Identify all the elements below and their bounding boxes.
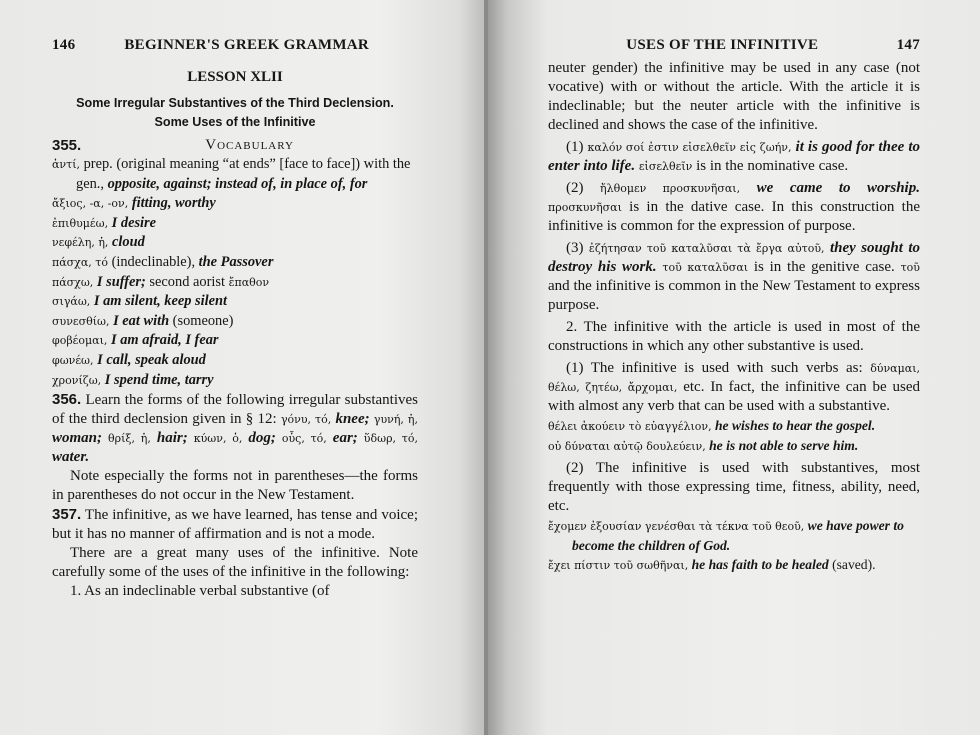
vocab-entry xyxy=(52,312,418,332)
gloss-text: second aorist xyxy=(145,273,229,290)
greek-word: ἐπιθυμέω, xyxy=(52,216,109,230)
greek-word: σιγάω, xyxy=(52,295,91,309)
greek-word: τοῦ καταλῦσαι xyxy=(662,261,749,274)
example-number: (1) xyxy=(566,139,588,155)
greek-word: ἄξιος, -α, -ον, xyxy=(52,197,129,211)
paragraph-2-1 xyxy=(548,359,920,416)
greek-word: χρονίζω, xyxy=(52,373,102,387)
greek-word: κύων, ὁ, xyxy=(193,432,243,446)
paragraph-357-item-1: 1. As an indeclinable verbal substantive (of xyxy=(70,583,330,600)
greek-word: τοῦ xyxy=(900,261,920,274)
gloss-meaning: ear; xyxy=(326,430,364,447)
translation: he is not able to serve him. xyxy=(705,438,859,453)
right-page xyxy=(488,0,980,735)
vocab-entry xyxy=(52,253,418,273)
example-1 xyxy=(548,138,920,176)
page-number: 147 xyxy=(896,37,920,53)
vocab-entry xyxy=(52,155,418,194)
right-running-head xyxy=(548,37,920,59)
vocab-entry xyxy=(52,214,418,234)
translation: we came to worship. xyxy=(740,180,920,196)
gloss-text: (someone) xyxy=(169,312,234,329)
left-page-content xyxy=(52,37,418,601)
gloss-meaning: I desire xyxy=(108,214,157,231)
paragraph-continued: neuter gender) the infinitive may be used in any case (not vocative) with or without the article. With the article it is indeclinable; but the neuter article with the infinitive is declined and shows the case of the infinitive. xyxy=(548,60,920,133)
greek-phrase: ἤλθομεν προσκυνῆσαι, xyxy=(600,182,741,195)
greek-word: νεφέλη, ἡ, xyxy=(52,236,109,250)
gloss-meaning: I am afraid, I fear xyxy=(107,332,219,349)
greek-phrase: ἐζήτησαν τοῦ καταλῦσαι τὰ ἔργα αὐτοῦ, xyxy=(588,242,825,255)
translation: it is good for thee to enter into life. xyxy=(548,139,920,174)
greek-word: πάσχα, τό xyxy=(52,255,108,269)
gloss-meaning: cloud xyxy=(108,234,145,251)
lesson-subtitle: Some Uses of the Infinitive xyxy=(154,115,316,129)
example-5 xyxy=(548,436,920,456)
body-text: and the infinitive is common in the New Testament to express purpose. xyxy=(548,278,920,313)
example-6 xyxy=(548,516,920,555)
section-number: 355. xyxy=(52,137,82,154)
vocab-entry xyxy=(52,331,418,351)
example-4 xyxy=(548,416,920,436)
left-running-head xyxy=(52,37,418,59)
paragraph-2-2: (2) The infinitive is used with substantives, most frequently with those expressing time, fitness, ability, need, etc. xyxy=(548,460,920,514)
body-text: is in the dative case. In this construction the infinitive is common for the expression of purpose. xyxy=(548,199,920,234)
paragraph-357-uses: There are a great many uses of the infinitive. Note carefully some of the uses of the infinitive in the following: xyxy=(52,545,418,581)
paragraph-356 xyxy=(52,390,418,467)
gloss-meaning: opposite, against; instead of, in place of, for xyxy=(107,175,368,192)
lesson-subtitle: Some Irregular Substantives of the Third Declension. xyxy=(76,96,394,110)
greek-word: θρίξ, ἡ, xyxy=(108,432,151,446)
body-text: The infinitive, as we have learned, has tense and voice; but it has no manner of affirmation and is not a mode. xyxy=(52,507,418,543)
example-number: (3) xyxy=(566,240,589,256)
greek-word: φοβέομαι, xyxy=(52,334,108,348)
translation: we have power to become the children of God. xyxy=(572,518,904,553)
gloss-meaning: hair; xyxy=(150,430,194,447)
greek-word: εἰσελθεῖν xyxy=(638,160,693,173)
greek-word: πάσχω, xyxy=(52,275,94,289)
body-text: (1) The infinitive is used with such verbs as: xyxy=(566,360,871,376)
greek-word: οὖς, τό, xyxy=(281,432,327,446)
gloss-text: (indeclinable), xyxy=(107,253,199,270)
paragraph-357 xyxy=(52,505,418,544)
paragraph-356-note: Note especially the forms not in parentheses—the forms in parentheses do not occur in the New Testament. xyxy=(52,468,418,504)
example-2 xyxy=(548,179,920,236)
translation: he wishes to hear the gospel. xyxy=(711,418,876,433)
example-3 xyxy=(548,239,920,315)
section-number: 357. xyxy=(52,506,82,524)
gloss-text: prep. (original meaning “at ends” [face to face]) with the gen., xyxy=(76,156,411,192)
body-text: etc. In fact, the infinitive can be used with almost any verb that can be used with a substantive. xyxy=(548,379,920,414)
page-number: 146 xyxy=(52,37,76,53)
gloss-meaning: knee; xyxy=(331,411,374,428)
right-page-content xyxy=(548,37,920,575)
left-page xyxy=(0,0,488,735)
section-number: 356. xyxy=(52,391,82,409)
vocab-entry xyxy=(52,233,418,253)
gloss-meaning: I spend time, tarry xyxy=(101,371,214,388)
gloss-meaning: I eat with xyxy=(109,312,170,329)
greek-word: φωνέω, xyxy=(52,353,94,367)
gloss-meaning: I call, speak aloud xyxy=(93,351,206,368)
vocabulary-heading xyxy=(52,136,418,155)
greek-phrase: καλόν σοί ἐστιν εἰσελθεῖν εἰς ζωήν, xyxy=(587,141,792,154)
translation: he has faith to be healed xyxy=(688,557,829,572)
greek-word: ἔπαθον xyxy=(228,275,270,289)
example-7 xyxy=(548,555,920,575)
gloss-meaning: fitting, worthy xyxy=(128,195,216,212)
gloss-meaning: I am silent, keep silent xyxy=(90,293,228,310)
gloss-meaning: woman; xyxy=(52,430,109,447)
vocab-entry xyxy=(52,273,418,293)
running-head-title: USES OF THE INFINITIVE xyxy=(626,37,819,53)
gloss-meaning: I suffer; xyxy=(93,273,146,290)
greek-word: συνεσθίω, xyxy=(52,314,110,328)
vocab-entry xyxy=(52,371,418,391)
gloss-meaning: water. xyxy=(52,449,90,466)
body-text: is in the nominative case. xyxy=(692,158,849,174)
greek-word: ὕδωρ, τό, xyxy=(363,432,419,446)
vocab-entry xyxy=(52,351,418,371)
gloss-meaning: dog; xyxy=(242,430,282,447)
greek-phrase: θέλει ἀκούειν τὸ εὐαγγέλιον, xyxy=(548,420,712,433)
running-head-title: BEGINNER'S GREEK GRAMMAR xyxy=(124,37,370,53)
vocabulary-label: Vocabulary xyxy=(205,137,294,153)
greek-word: γόνυ, τό, xyxy=(280,413,332,427)
example-number: (2) xyxy=(566,180,601,196)
body-text: (saved). xyxy=(828,557,876,572)
greek-word: ἀντί, xyxy=(52,158,81,171)
greek-phrase: δύναμαι, θέλω, ζητέω, ἄρχομαι, xyxy=(548,362,920,394)
greek-word: προσκυνῆσαι xyxy=(548,201,622,214)
body-text: is in the genitive case. xyxy=(748,259,901,275)
translation: they sought to destroy his work. xyxy=(548,240,920,275)
greek-phrase: ἔχομεν ἐξουσίαν γενέσθαι τὰ τέκνα τοῦ θεοῦ, xyxy=(548,520,805,533)
greek-word: γυνή, ἡ, xyxy=(373,413,418,427)
lesson-title: LESSON XLII xyxy=(187,69,283,85)
vocab-entry xyxy=(52,194,418,214)
greek-phrase: οὐ δύναται αὐτῷ δουλεύειν, xyxy=(548,440,706,453)
paragraph-2: 2. The infinitive with the article is used in most of the constructions in which any other substantive is used. xyxy=(548,319,920,354)
gloss-meaning: the Passover xyxy=(198,253,274,270)
body-text: Learn the forms of the following irregular substantives of the third declension given in § 12: xyxy=(52,392,418,428)
greek-phrase: ἔχει πίστιν τοῦ σωθῆναι, xyxy=(548,559,689,572)
vocab-entry xyxy=(52,292,418,312)
